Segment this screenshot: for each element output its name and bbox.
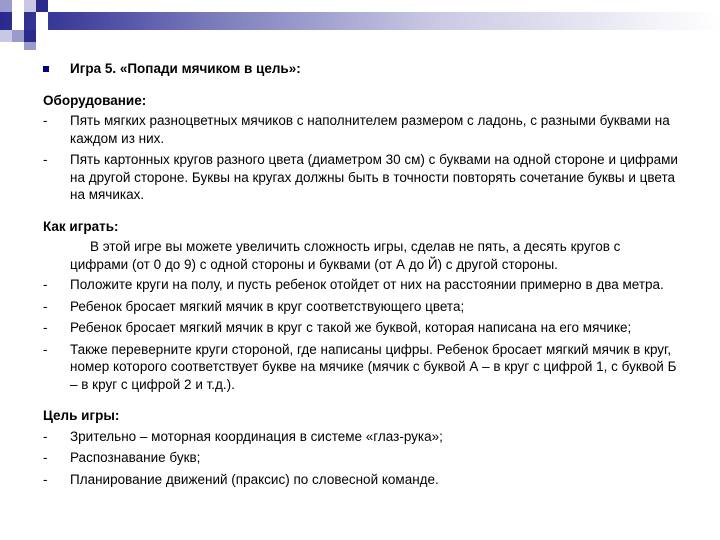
decor-square (24, 42, 36, 50)
list-item (0, 276, 720, 294)
list-item (0, 112, 720, 147)
how-to-play-heading: Как играть: (43, 218, 119, 234)
list-item (0, 341, 720, 394)
list-item-text: Пять картонных кругов разного цвета (диаметром 30 см) с буквами на одной стороне и цифрами на другой стороне. Буквы на кругах должны быть в точности повторять сочетание буквы и цвета на мячиках. (70, 152, 678, 202)
decor-square (24, 30, 36, 42)
list-item (0, 151, 720, 204)
dash-bullet: - (43, 277, 48, 292)
dash-bullet: - (43, 113, 48, 128)
header-gradient-bar (0, 12, 720, 30)
game-title-text: Игра 5. «Попади мячиком в цель»: (70, 61, 301, 76)
game-title (0, 60, 720, 78)
dash-bullet: - (43, 341, 48, 357)
decor-square (0, 30, 12, 42)
dash-bullet: - (43, 152, 48, 167)
list-item-text: Планирование движений (праксис) по словесной команде. (70, 471, 439, 487)
list-item (0, 471, 720, 489)
list-item-text: Распознавание букв; (70, 450, 201, 465)
dash-bullet: - (43, 320, 48, 335)
list-item-text: Также переверните круги стороной, где написаны цифры. Ребенок бросает мягкий мячик в круг, номер которого соответствует букве на мячике (мячик с буквой А – в круг с цифрой 1, с буквой Б – в круг с цифрой 2 и т.д.). (70, 341, 677, 392)
dash-bullet: - (43, 298, 48, 314)
decor-square (12, 30, 24, 42)
equipment-heading: Оборудование: (43, 92, 147, 108)
decor-square (0, 0, 12, 12)
list-item-text: Пять мягких разноцветных мячиков с наполнителем размером с ладонь, с разными буквами на каждом из них. (70, 113, 670, 146)
goal-heading: Цель игры: (43, 408, 120, 423)
list-item-text: Зрительно – моторная координация в системе «глаз-рука»; (70, 428, 443, 444)
list-item-text: Ребенок бросает мягкий мячик в круг соответствующего цвета; (70, 298, 465, 314)
decor-square (36, 0, 48, 12)
decor-square (12, 12, 24, 30)
dash-bullet: - (43, 450, 48, 465)
dash-bullet: - (43, 471, 48, 487)
decor-square (36, 12, 48, 30)
dash-bullet: - (43, 428, 48, 444)
list-item (0, 319, 720, 337)
how-to-play-intro (0, 238, 720, 273)
intro-text: В этой игре вы можете увеличить сложность игры, сделав не пять, а десять кругов с цифрами (от 0 до 9) с одной стороны и буквами (от А до Й) с другой стороны. (70, 239, 621, 272)
slide-content (0, 60, 720, 488)
list-item (0, 449, 720, 467)
decor-square (24, 0, 36, 12)
list-item (0, 428, 720, 446)
list-item-text: Ребенок бросает мягкий мячик в круг с такой же буквой, которая написана на его мячике; (70, 320, 632, 335)
square-bullet-icon (43, 66, 49, 72)
list-item-text: Положите круги на полу, и пусть ребенок отойдет от них на расстоянии примерно в два метра. (70, 277, 664, 292)
list-item (0, 298, 720, 316)
